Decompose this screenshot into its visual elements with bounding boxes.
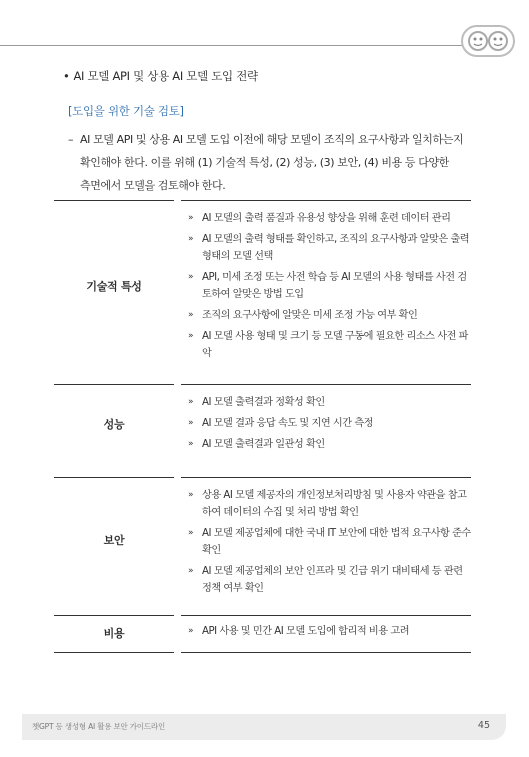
paragraph-line-2: 확인해야 한다. 이를 위해 (1) 기술적 특성, (2) 성능, (3) 보안, (4) 비용 등 다양한 [80, 156, 449, 169]
list-item: » AI 모델 출력결과 일관성 확인 [188, 439, 325, 450]
list-item: » AI 모델 사용 형태 및 크기 등 모델 구동에 필요한 리소스 사전 파악 [188, 331, 469, 359]
row-rule [54, 615, 174, 616]
section-bullet-heading [63, 68, 258, 84]
page-footer [22, 714, 506, 740]
paragraph-line-1: AI 모델 API 및 상용 AI 모델 도입 이전에 해당 모델이 조직의 요구사항과 일치하는지 [80, 133, 464, 146]
row-rule [54, 200, 174, 201]
row-rule [181, 200, 471, 201]
row-label: 성능 [103, 418, 125, 431]
row-rule [181, 477, 471, 478]
intro-paragraph [68, 128, 474, 197]
paragraph-line-3: 측면에서 모델을 검토해야 한다. [80, 179, 226, 192]
list-item: » 조직의 요구사항에 알맞은 미세 조정 가능 여부 확인 [188, 310, 418, 321]
bullet-heading-text: AI 모델 API 및 상용 AI 모델 도입 전략 [73, 69, 258, 83]
row-rule [54, 384, 174, 385]
page-number: 45 [477, 720, 490, 731]
dash-glyph: – [68, 133, 74, 146]
list-item: » AI 모델 결과 응답 속도 및 지연 시간 측정 [188, 418, 373, 429]
row-label: 기술적 특성 [86, 280, 142, 293]
table-bottom-rule [181, 652, 471, 653]
list-item: » API, 미세 조정 또는 사전 학습 등 AI 모델의 사용 형태를 사전 검토하여 알맞은 방법 도입 [188, 272, 467, 300]
footer-title: 챗GPT 등 생성형 AI 활용 보안 가이드라인 [32, 722, 165, 731]
logo-icon [459, 22, 517, 60]
list-item: » AI 모델 제공업체의 보안 인프라 및 긴급 위기 대비태세 등 관련 정책 여부 확인 [188, 566, 463, 594]
row-rule [54, 477, 174, 478]
table-bottom-rule [54, 652, 174, 653]
list-item: » AI 모델 출력결과 정확성 확인 [188, 397, 325, 408]
list-item: » AI 모델의 출력 형태를 확인하고, 조직의 요구사항과 알맞은 출력 형태의 모델 선택 [188, 234, 470, 262]
list-item: » API 사용 및 민간 AI 모델 도입에 합리적 비용 고려 [188, 626, 410, 637]
row-rule [181, 384, 471, 385]
row-rule [181, 615, 471, 616]
sub-heading: [도입을 위한 기술 검토] [68, 104, 184, 118]
bullet-glyph: • [63, 69, 70, 83]
list-item: » 상용 AI 모델 제공자의 개인정보처리방침 및 사용자 약관을 참고하여 데이터의 수집 및 처리 방법 확인 [188, 490, 467, 518]
row-label: 보안 [103, 534, 125, 547]
list-item: » AI 모델의 출력 품질과 유용성 향상을 위해 훈련 데이터 관리 [188, 213, 451, 224]
list-item: » AI 모델 제공업체에 대한 국내 IT 보안에 대한 법적 요구사항 준수 확인 [188, 528, 471, 556]
row-label: 비용 [103, 627, 125, 640]
header-rule [0, 45, 462, 46]
